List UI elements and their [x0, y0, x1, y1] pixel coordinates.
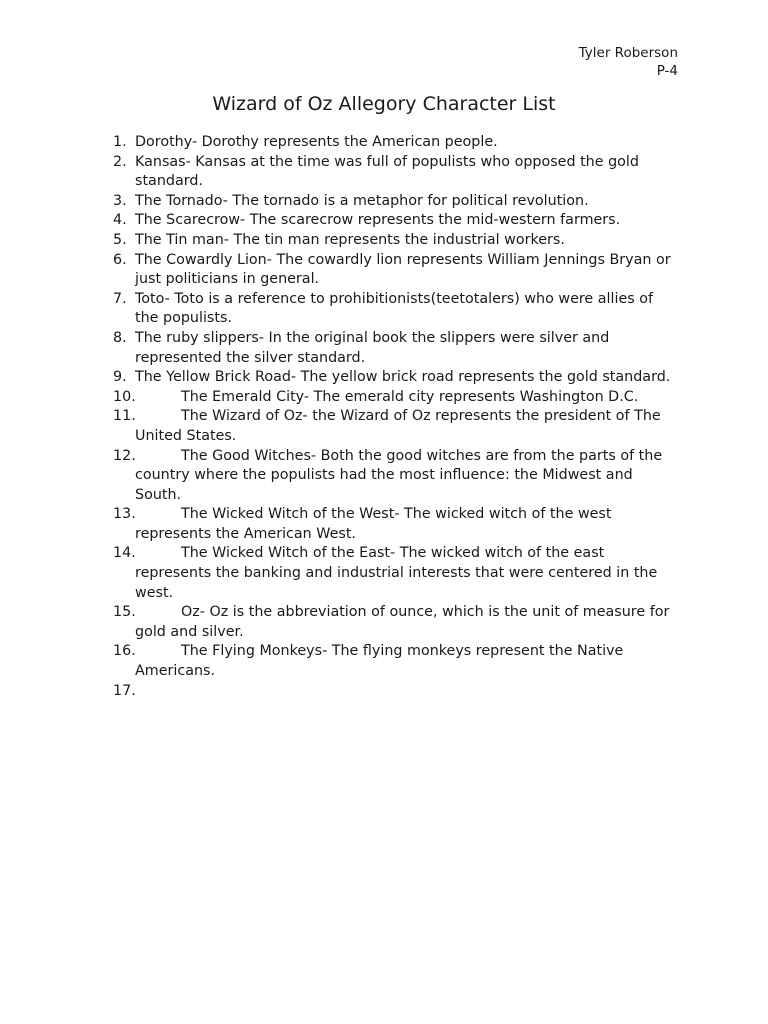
list-item — [0, 407, 675, 446]
item-number: 15. — [113, 604, 136, 621]
item-text: The Good Witches- Both the good witches are from the parts of the country where the populists had the most influence: the Midwest and South. — [135, 447, 663, 503]
item-number: 4. — [113, 212, 127, 229]
list-item — [0, 603, 675, 642]
item-text: The Yellow Brick Road- The yellow brick road represents the gold standard. — [135, 369, 671, 386]
list-item — [0, 231, 675, 251]
author-name: Tyler Roberson — [578, 45, 678, 61]
item-number: 16. — [113, 643, 136, 660]
list-item — [0, 192, 675, 212]
item-number: 1. — [113, 134, 127, 150]
item-number: 5. — [113, 231, 127, 248]
item-text: Kansas- Kansas at the time was full of populists who opposed the gold standard. — [135, 153, 639, 190]
item-text: Oz- Oz is the abbreviation of ounce, which is the unit of measure for gold and silver. — [135, 604, 670, 640]
list-item — [0, 329, 675, 368]
item-number: 14. — [113, 545, 136, 562]
list-item — [0, 153, 675, 192]
list-item — [0, 251, 675, 290]
item-text: The Flying Monkeys- The flying monkeys represent the Native Americans. — [135, 643, 624, 680]
list-item — [0, 642, 675, 681]
item-text: Toto- Toto is a reference to prohibitionists(teetotalers) who were allies of the populists. — [135, 290, 654, 327]
item-text: The Cowardly Lion- The cowardly lion represents William Jennings Bryan or just politicians in general. — [135, 251, 671, 288]
list-item — [0, 447, 675, 506]
item-number: 7. — [113, 290, 127, 307]
item-number: 13. — [113, 506, 136, 523]
list-item — [0, 388, 675, 408]
item-number: 17. — [113, 682, 136, 699]
item-text: The Scarecrow- The scarecrow represents the mid-western farmers. — [135, 212, 621, 229]
item-text: The Wicked Witch of the West- The wicked witch of the west represents the American West. — [135, 506, 612, 542]
item-text: The Wicked Witch of the East- The wicked witch of the east represents the banking and industrial interests that were centered in the west. — [135, 545, 658, 601]
item-text: The ruby slippers- In the original book the slippers were silver and represented the silver standard. — [135, 329, 610, 366]
item-text: Dorothy- Dorothy represents the American people. — [135, 134, 498, 150]
list-item — [0, 211, 675, 231]
item-number: 8. — [113, 329, 127, 346]
list-item — [0, 544, 675, 603]
item-text: The Emerald City- The emerald city represents Washington D.C. — [181, 388, 639, 405]
item-number: 6. — [113, 251, 127, 268]
list-item — [0, 368, 675, 388]
item-number: 12. — [113, 447, 136, 464]
item-number: 3. — [113, 192, 127, 209]
list-item — [0, 505, 675, 544]
page-title: Wizard of Oz Allegory Character List — [212, 93, 556, 115]
item-text: The Tornado- The tornado is a metaphor for political revolution. — [135, 192, 589, 209]
header-block — [579, 44, 678, 80]
item-number: 2. — [113, 153, 127, 170]
item-number: 11. — [113, 408, 136, 425]
character-list — [0, 133, 768, 699]
item-text: The Wizard of Oz- the Wizard of Oz represents the president of The United States. — [135, 408, 661, 444]
list-item — [0, 290, 675, 329]
item-number: 10. — [113, 388, 136, 405]
item-number: 9. — [113, 369, 127, 386]
class-period: P-4 — [656, 63, 678, 79]
list-item — [0, 133, 675, 153]
item-text: The Tin man- The tin man represents the industrial workers. — [135, 231, 565, 248]
